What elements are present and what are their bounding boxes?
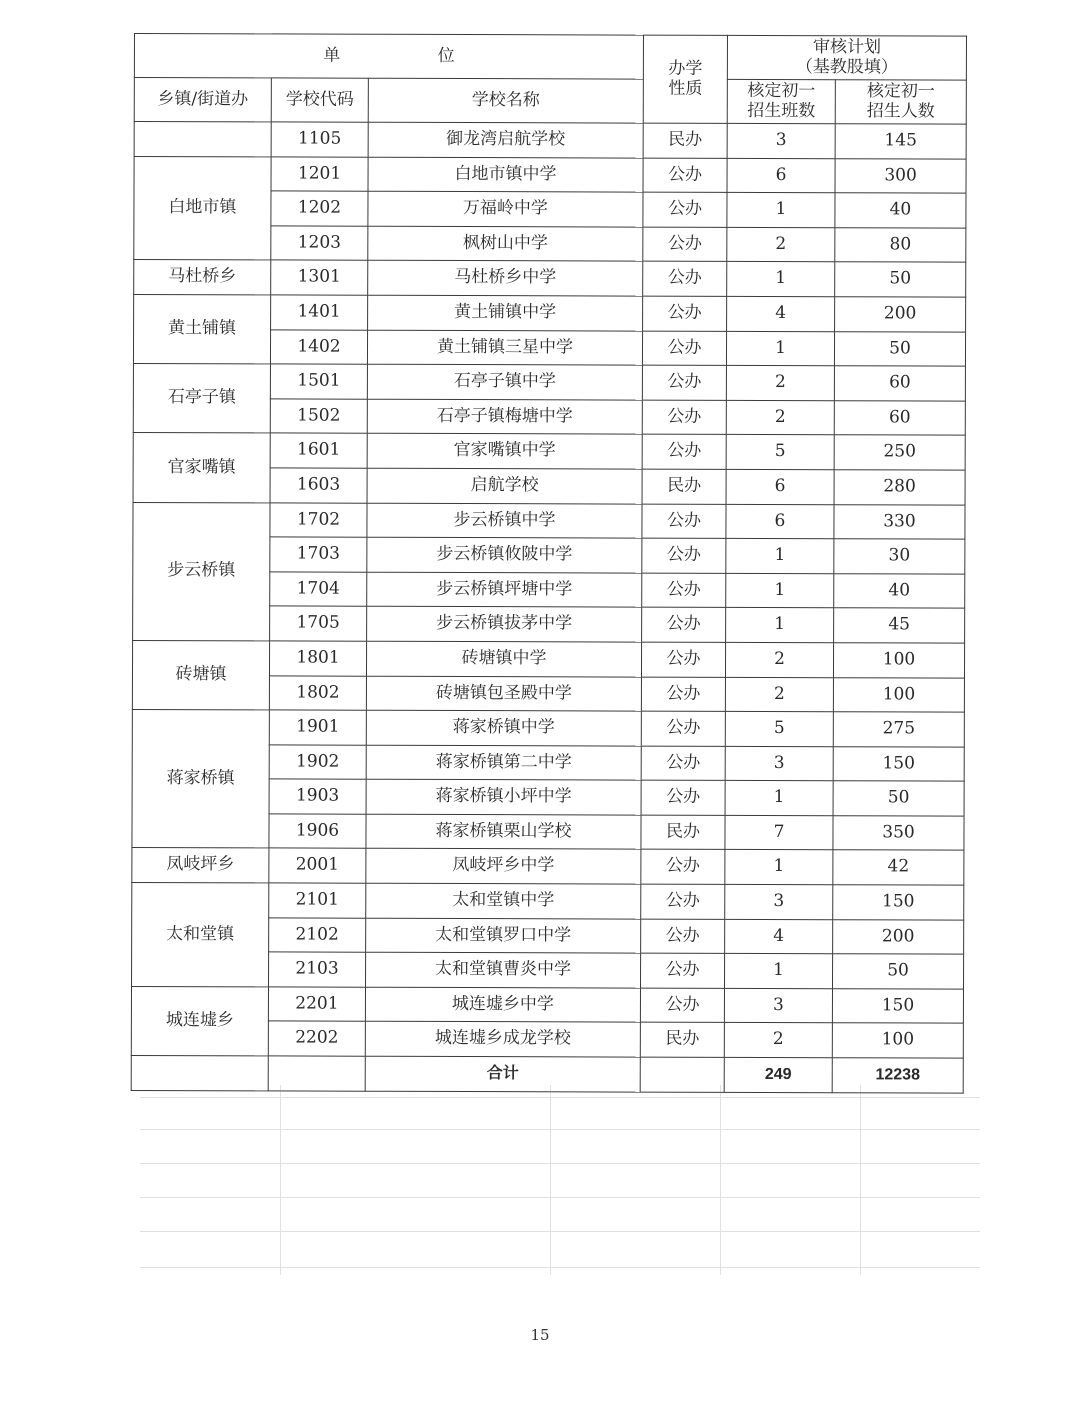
name-cell: 蒋家桥镇第二中学	[366, 745, 641, 780]
type-cell: 民办	[640, 1023, 724, 1058]
town-cell: 步云桥镇	[133, 502, 270, 641]
type-cell: 公办	[641, 642, 725, 677]
code-cell: 2101	[269, 883, 366, 918]
classes-cell: 1	[727, 262, 835, 297]
type-cell: 公办	[642, 331, 726, 366]
type-cell: 民办	[641, 815, 725, 850]
students-cell: 280	[834, 470, 965, 505]
type-cell: 公办	[643, 192, 727, 227]
students-cell: 60	[834, 400, 965, 435]
town-cell: 白地市镇	[134, 156, 271, 260]
code-cell: 1402	[270, 329, 367, 364]
code-cell: 1902	[269, 745, 366, 780]
name-cell: 太和堂镇曹炎中学	[366, 952, 641, 987]
code-cell: 1705	[270, 606, 367, 641]
code-cell: 2103	[269, 952, 366, 987]
students-cell: 150	[833, 885, 964, 920]
type-cell: 公办	[643, 227, 727, 262]
classes-cell: 6	[727, 158, 835, 193]
plan-header-text: 审核计划 （基教股填）	[795, 37, 898, 77]
students-cell: 350	[833, 816, 964, 851]
town-cell: 城连墟乡	[131, 986, 268, 1056]
students-cell: 250	[834, 435, 965, 470]
classes-cell: 1	[725, 954, 833, 989]
code-cell: 1502	[270, 399, 367, 434]
code-cell: 1202	[271, 191, 368, 226]
name-cell: 白地市镇中学	[368, 157, 643, 192]
classes-cell: 7	[725, 815, 833, 850]
town-cell: 太和堂镇	[132, 883, 269, 987]
classes-cell: 6	[726, 469, 834, 504]
classes-cell: 4	[725, 919, 833, 954]
students-cell: 200	[833, 919, 964, 954]
type-cell: 公办	[641, 780, 725, 815]
classes-cell: 5	[726, 435, 834, 470]
type-cell: 公办	[642, 504, 726, 539]
classes-cell: 1	[726, 331, 834, 366]
table-row	[132, 883, 964, 920]
name-cell: 启航学校	[367, 468, 642, 503]
page-number: 15	[530, 1326, 550, 1344]
classes-cell: 6	[726, 504, 834, 539]
type-cell: 公办	[641, 746, 725, 781]
classes-cell: 3	[725, 746, 833, 781]
name-cell: 步云桥镇中学	[367, 503, 642, 538]
table-row	[134, 260, 966, 297]
table-row	[134, 122, 966, 159]
type-cell: 公办	[641, 884, 725, 919]
plan-header	[727, 35, 966, 80]
name-cell: 蒋家桥镇栗山学校	[366, 814, 641, 849]
code-cell: 1401	[271, 295, 368, 330]
type-cell: 公办	[642, 607, 726, 642]
code-cell: 2001	[269, 848, 366, 883]
type-cell: 公办	[641, 850, 725, 885]
town-cell: 黄土铺镇	[133, 294, 270, 364]
students-cell: 30	[834, 539, 965, 574]
classes-cell: 2	[724, 1023, 832, 1058]
students-cell: 275	[833, 712, 964, 747]
bleed-through-lines	[140, 1085, 980, 1275]
classes-cell: 1	[726, 538, 834, 573]
code-cell: 1105	[271, 122, 368, 157]
classes-cell: 2	[727, 227, 835, 262]
name-cell: 城连墟乡中学	[365, 987, 640, 1022]
students-cell: 150	[833, 746, 964, 781]
students-cell: 150	[832, 989, 963, 1024]
type-cell: 公办	[643, 158, 727, 193]
classes-cell: 3	[725, 884, 833, 919]
code-cell: 1906	[269, 814, 366, 849]
type-cell: 公办	[641, 677, 725, 712]
table-row	[132, 710, 964, 747]
students-cell: 145	[835, 124, 966, 159]
name-cell: 城连墟乡成龙学校	[365, 1022, 640, 1057]
town-cell: 官家嘴镇	[133, 433, 270, 503]
classes-cell: 2	[725, 642, 833, 677]
table-row	[134, 294, 966, 331]
code-cell: 2102	[269, 918, 366, 953]
type-cell: 公办	[642, 434, 726, 469]
name-cell: 万福岭中学	[368, 191, 643, 226]
table-row	[134, 156, 966, 193]
students-cell: 60	[834, 366, 965, 401]
name-cell: 太和堂镇罗口中学	[366, 918, 641, 953]
town-header: 乡镇/街道办	[134, 78, 271, 122]
code-cell: 2201	[268, 987, 365, 1022]
code-cell: 1702	[270, 502, 367, 537]
type-cell: 公办	[643, 296, 727, 331]
town-cell: 蒋家桥镇	[132, 710, 269, 849]
students-header	[835, 80, 966, 124]
type-cell: 公办	[642, 538, 726, 573]
classes-cell: 3	[724, 988, 832, 1023]
classes-cell: 3	[727, 123, 835, 158]
code-cell: 1802	[269, 675, 366, 710]
type-cell: 公办	[640, 988, 724, 1023]
name-cell: 黄土铺镇中学	[368, 295, 643, 330]
name-cell: 蒋家桥镇小坪中学	[366, 780, 641, 815]
code-cell: 1601	[270, 433, 367, 468]
code-cell: 1801	[269, 641, 366, 676]
classes-cell: 1	[725, 850, 833, 885]
table-row	[133, 433, 965, 470]
classes-cell: 1	[727, 193, 835, 228]
students-cell: 50	[833, 781, 964, 816]
code-cell: 1703	[270, 537, 367, 572]
students-cell: 45	[834, 608, 965, 643]
code-cell: 1603	[270, 468, 367, 503]
classes-cell: 1	[726, 608, 834, 643]
students-cell: 100	[833, 677, 964, 712]
name-cell: 石亭子镇梅塘中学	[367, 399, 642, 434]
name-cell: 黄土铺镇三星中学	[367, 330, 642, 365]
name-cell: 枫树山中学	[368, 226, 643, 261]
name-cell: 步云桥镇坪塘中学	[367, 572, 642, 607]
town-cell	[134, 122, 271, 157]
code-cell: 1203	[271, 226, 368, 261]
total-classes: 249	[724, 1057, 832, 1092]
classes-header	[727, 79, 835, 123]
code-cell: 1301	[271, 260, 368, 295]
students-cell: 50	[833, 954, 964, 989]
enrollment-plan-table	[131, 33, 967, 1093]
name-cell: 马杜桥乡中学	[368, 261, 643, 296]
table-row	[131, 986, 963, 1023]
classes-cell: 2	[726, 366, 834, 401]
code-cell: 1201	[271, 157, 368, 192]
classes-cell: 4	[727, 296, 835, 331]
name-cell: 蒋家桥镇中学	[366, 710, 641, 745]
classes-cell: 5	[725, 711, 833, 746]
type-cell: 公办	[641, 919, 725, 954]
type-cell: 公办	[641, 711, 725, 746]
name-cell: 砖塘镇包圣殿中学	[366, 676, 641, 711]
classes-cell: 2	[725, 677, 833, 712]
students-cell: 40	[834, 573, 965, 608]
table-row	[132, 640, 964, 677]
code-cell: 1704	[270, 572, 367, 607]
total-students: 12238	[832, 1058, 963, 1093]
name-cell: 步云桥镇拔茅中学	[367, 607, 642, 642]
students-cell: 50	[834, 331, 965, 366]
type-cell: 公办	[642, 400, 726, 435]
type-cell: 民办	[643, 123, 727, 158]
table-row	[133, 364, 965, 401]
students-cell: 42	[833, 850, 964, 885]
name-cell: 御龙湾启航学校	[368, 122, 643, 157]
type-cell: 公办	[642, 365, 726, 400]
name-cell: 凤岐坪乡中学	[366, 849, 641, 884]
students-cell: 330	[834, 504, 965, 539]
type-cell: 公办	[642, 573, 726, 608]
name-cell: 官家嘴镇中学	[367, 434, 642, 469]
code-cell: 1501	[270, 364, 367, 399]
unit-header: 单 位	[134, 34, 643, 80]
classes-header-text: 核定初一 招生班数	[747, 80, 816, 121]
classes-cell: 1	[726, 573, 834, 608]
town-cell: 砖塘镇	[132, 640, 269, 710]
students-cell: 300	[835, 158, 966, 193]
students-cell: 100	[832, 1023, 963, 1058]
name-cell: 石亭子镇中学	[367, 364, 642, 399]
students-cell: 100	[833, 643, 964, 678]
code-cell: 1903	[269, 779, 366, 814]
classes-cell: 1	[725, 781, 833, 816]
town-cell: 马杜桥乡	[134, 260, 271, 295]
type-cell: 公办	[643, 261, 727, 296]
classes-cell: 2	[726, 400, 834, 435]
students-cell: 80	[835, 227, 966, 262]
total-label: 合计	[365, 1056, 640, 1091]
town-cell: 石亭子镇	[133, 364, 270, 434]
code-header: 学校代码	[271, 78, 368, 122]
type-cell: 民办	[642, 469, 726, 504]
code-cell: 2202	[268, 1021, 365, 1056]
table-row	[133, 502, 965, 539]
students-cell: 40	[835, 193, 966, 228]
students-cell: 50	[835, 262, 966, 297]
town-cell: 凤岐坪乡	[132, 848, 269, 883]
name-cell: 砖塘镇中学	[366, 641, 641, 676]
students-header-text: 核定初一 招生人数	[866, 81, 935, 122]
name-header: 学校名称	[368, 78, 643, 123]
name-cell: 步云桥镇攸陂中学	[367, 537, 642, 572]
table-row	[132, 848, 964, 885]
students-cell: 200	[835, 297, 966, 332]
type-cell: 公办	[641, 953, 725, 988]
nature-header	[643, 35, 727, 123]
nature-header-text: 办学 性质	[668, 58, 703, 99]
name-cell: 太和堂镇中学	[366, 883, 641, 918]
code-cell: 1901	[269, 710, 366, 745]
